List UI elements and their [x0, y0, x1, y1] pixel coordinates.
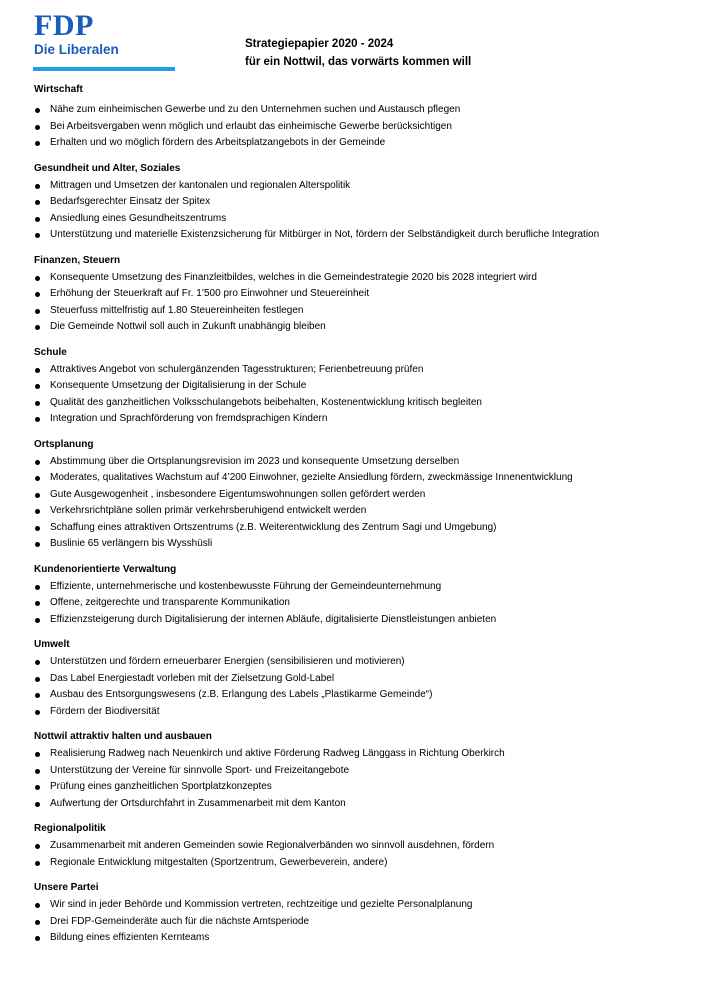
list-item-text: Effizienzsteigerung durch Digitalisierung der internen Abläufe, digitalisierte Dienstleistungen anbieten: [50, 613, 497, 625]
section: [34, 638, 694, 720]
document-body: [34, 83, 694, 947]
list-item-text: Fördern der Biodiversität: [50, 705, 160, 717]
list-item: [34, 704, 694, 721]
list-item: [34, 595, 694, 612]
title-line-2: für ein Nottwil, das vorwärts kommen will: [245, 56, 472, 68]
list-item: [34, 520, 694, 537]
list-item: [34, 687, 694, 704]
bullet-icon: [35, 384, 40, 389]
list-item: [34, 779, 694, 796]
bullet-icon: [35, 200, 40, 205]
bullet-icon: [35, 542, 40, 547]
list-item-text: Steuerfuss mittelfristig auf 1.80 Steuereinheiten festlegen: [50, 304, 304, 316]
list-item: [34, 612, 694, 629]
list-item-text: Wir sind in jeder Behörde und Kommission vertreten, rechtzeitige und gezielte Personalplanung: [50, 899, 473, 910]
section-heading: Wirtschaft: [34, 84, 83, 95]
list-item-text: Gute Ausgewogenheit , insbesondere Eigentumswohnungen sollen gefördert werden: [50, 488, 426, 500]
title-line-1: Strategiepapier 2020 - 2024: [245, 38, 394, 50]
list-item-text: Unterstützen und fördern erneuerbarer Energien (sensibilisieren und motivieren): [50, 656, 405, 667]
list-item-text: Drei FDP-Gemeinderäte auch für die nächste Amtsperiode: [50, 915, 310, 927]
list-item-text: Abstimmung über die Ortsplanungsrevision im 2023 und konsequente Umsetzung derselben: [50, 455, 460, 467]
list-item-text: Qualität des ganzheitlichen Volksschulangebots beibehalten, Kostenentwicklung kritisch begleiten: [50, 396, 482, 408]
list-item: [34, 579, 694, 596]
list-item-text: Das Label Energiestadt vorleben mit der Zielsetzung Gold-Label: [50, 672, 335, 684]
list-item: [34, 470, 694, 487]
list-item: [34, 194, 694, 211]
section-heading: Schule: [34, 346, 67, 358]
list-item-text: Nähe zum einheimischen Gewerbe und zu den Unternehmen suchen und Austausch pflegen: [50, 104, 461, 115]
list-item-text: Offene, zeitgerechte und transparente Kommunikation: [50, 597, 290, 608]
bullet-icon: [35, 752, 40, 757]
bullet-icon: [35, 460, 40, 465]
list-item-text: Erhalten und wo möglich fördern des Arbeitsplatzangebots in der Gemeinde: [50, 137, 386, 148]
list-item: [34, 914, 694, 931]
bullet-icon: [35, 125, 40, 130]
bullet-list: [34, 654, 694, 720]
list-item-text: Ansiedlung eines Gesundheitszentrums: [50, 212, 227, 224]
list-item: [34, 395, 694, 412]
section-heading: Finanzen, Steuern: [34, 254, 121, 266]
document-title: [245, 35, 471, 71]
bullet-icon: [35, 233, 40, 238]
list-item: [34, 270, 694, 287]
list-item: [34, 378, 694, 395]
section: [34, 822, 694, 871]
list-item: [34, 897, 694, 914]
bullet-list: [34, 178, 694, 244]
bullet-list: [34, 838, 694, 871]
section: [34, 346, 694, 428]
list-item: [34, 838, 694, 855]
bullet-icon: [35, 920, 40, 925]
section-heading: Ortsplanung: [34, 438, 94, 450]
section-heading: Nottwil attraktiv halten und ausbauen: [34, 731, 212, 742]
list-item-text: Prüfung eines ganzheitlichen Sportplatzkonzeptes: [50, 781, 272, 792]
list-item: [34, 746, 694, 763]
section-heading: Unsere Partei: [34, 882, 99, 893]
bullet-icon: [35, 618, 40, 623]
bullet-icon: [35, 903, 40, 908]
bullet-icon: [35, 509, 40, 514]
list-item-text: Bei Arbeitsvergaben wenn möglich und erlaubt das einheimische Gewerbe berücksichtigen: [50, 120, 452, 132]
bullet-icon: [35, 660, 40, 665]
list-item: [34, 178, 694, 195]
list-item: [34, 303, 694, 320]
list-item-text: Schaffung eines attraktiven Ortszentrums (z.B. Weiterentwicklung des Zentrum Sagi und Umgebung): [50, 521, 497, 533]
list-item-text: Die Gemeinde Nottwil soll auch in Zukunft unabhängig bleiben: [50, 321, 326, 332]
list-item-text: Realisierung Radweg nach Neuenkirch und aktive Förderung Radweg Länggass in Richtung Oberkirch: [50, 748, 505, 759]
bullet-icon: [35, 108, 40, 113]
section-heading: Umwelt: [34, 639, 70, 650]
bullet-icon: [35, 217, 40, 222]
section-heading: Kundenorientierte Verwaltung: [34, 563, 177, 575]
logo-underline-bar: [33, 67, 175, 71]
bullet-icon: [35, 802, 40, 807]
list-item: [34, 454, 694, 471]
list-item: [34, 411, 694, 428]
list-item-text: Konsequente Umsetzung der Digitalisierung in der Schule: [50, 380, 307, 391]
list-item: [34, 536, 694, 553]
list-item: [34, 654, 694, 671]
bullet-list: [34, 270, 694, 336]
list-item: [34, 763, 694, 780]
bullet-icon: [35, 710, 40, 715]
bullet-list: [34, 454, 694, 553]
logo-wordmark: FDP: [34, 9, 94, 42]
bullet-icon: [35, 585, 40, 590]
list-item: [34, 211, 694, 228]
list-item: [34, 135, 694, 152]
bullet-icon: [35, 526, 40, 531]
section: [34, 162, 694, 244]
section-heading: Regionalpolitik: [34, 823, 106, 834]
bullet-icon: [35, 601, 40, 606]
bullet-icon: [35, 677, 40, 682]
section: [34, 83, 694, 152]
list-item-text: Attraktives Angebot von schulergänzenden Tagesstrukturen; Ferienbetreuung prüfen: [50, 363, 424, 375]
list-item-text: Verkehrsrichtpläne sollen primär verkehrsberuhigend entwickelt werden: [50, 505, 367, 516]
bullet-icon: [35, 401, 40, 406]
section-heading: Gesundheit und Alter, Soziales: [34, 162, 181, 174]
bullet-icon: [35, 785, 40, 790]
list-item: [34, 119, 694, 136]
list-item-text: Aufwertung der Ortsdurchfahrt in Zusammenarbeit mit dem Kanton: [50, 797, 346, 809]
bullet-icon: [35, 861, 40, 866]
list-item-text: Bildung eines effizienten Kernteams: [50, 932, 210, 943]
bullet-icon: [35, 325, 40, 330]
section: [34, 438, 694, 553]
logo-subtitle: Die Liberalen: [34, 42, 119, 57]
list-item: [34, 930, 694, 947]
section: [34, 730, 694, 812]
list-item: [34, 796, 694, 813]
bullet-icon: [35, 844, 40, 849]
bullet-list: [34, 362, 694, 428]
bullet-icon: [35, 368, 40, 373]
list-item: [34, 227, 694, 244]
list-item: [34, 487, 694, 504]
section: [34, 254, 694, 336]
list-item: [34, 503, 694, 520]
bullet-list: [34, 102, 694, 152]
section: [34, 881, 694, 947]
list-item-text: Integration und Sprachförderung von fremdsprachigen Kindern: [50, 413, 328, 424]
list-item-text: Regionale Entwicklung mitgestalten (Sportzentrum, Gewerbeverein, andere): [50, 856, 388, 868]
list-item-text: Mittragen und Umsetzen der kantonalen und regionalen Alterspolitik: [50, 179, 351, 191]
bullet-icon: [35, 476, 40, 481]
list-item-text: Effiziente, unternehmerische und kostenbewusste Führung der Gemeindeunternehmung: [50, 580, 442, 592]
list-item-text: Unterstützung und materielle Existenzsicherung für Mitbürger in Not, fördern der Selbständigkeit durch berufliche Integration: [50, 229, 600, 240]
bullet-icon: [35, 769, 40, 774]
bullet-icon: [35, 292, 40, 297]
list-item-text: Unterstützung der Vereine für sinnvolle Sport- und Freizeitangebote: [50, 764, 350, 776]
bullet-icon: [35, 184, 40, 189]
list-item-text: Zusammenarbeit mit anderen Gemeinden sowie Regionalverbänden wo sinnvoll ausdehnen, fördern: [50, 840, 495, 851]
list-item: [34, 319, 694, 336]
bullet-list: [34, 897, 694, 947]
fdp-logo: [34, 9, 119, 57]
bullet-icon: [35, 693, 40, 698]
list-item: [34, 286, 694, 303]
bullet-icon: [35, 141, 40, 146]
list-item-text: Moderates, qualitatives Wachstum auf 4’200 Einwohner, gezielte Ansiedlung fördern, zweckmässige Innenentwicklung: [50, 472, 573, 483]
list-item: [34, 102, 694, 119]
section: [34, 563, 694, 629]
bullet-icon: [35, 309, 40, 314]
list-item-text: Buslinie 65 verlängern bis Wysshüsli: [50, 538, 213, 549]
list-item: [34, 362, 694, 379]
list-item-text: Konsequente Umsetzung des Finanzleitbildes, welches in die Gemeindestrategie 2020 bis 2028 integriert wird: [50, 271, 537, 283]
bullet-list: [34, 579, 694, 629]
bullet-icon: [35, 936, 40, 941]
bullet-icon: [35, 493, 40, 498]
bullet-list: [34, 746, 694, 812]
list-item-text: Bedarfsgerechter Einsatz der Spitex: [50, 196, 211, 207]
list-item-text: Erhöhung der Steuerkraft auf Fr. 1’500 pro Einwohner und Steuereinheit: [50, 288, 370, 299]
list-item: [34, 671, 694, 688]
list-item: [34, 855, 694, 872]
bullet-icon: [35, 276, 40, 281]
bullet-icon: [35, 417, 40, 422]
list-item-text: Ausbau des Entsorgungswesens (z.B. Erlangung des Labels „Plastikarme Gemeinde“): [50, 689, 433, 700]
